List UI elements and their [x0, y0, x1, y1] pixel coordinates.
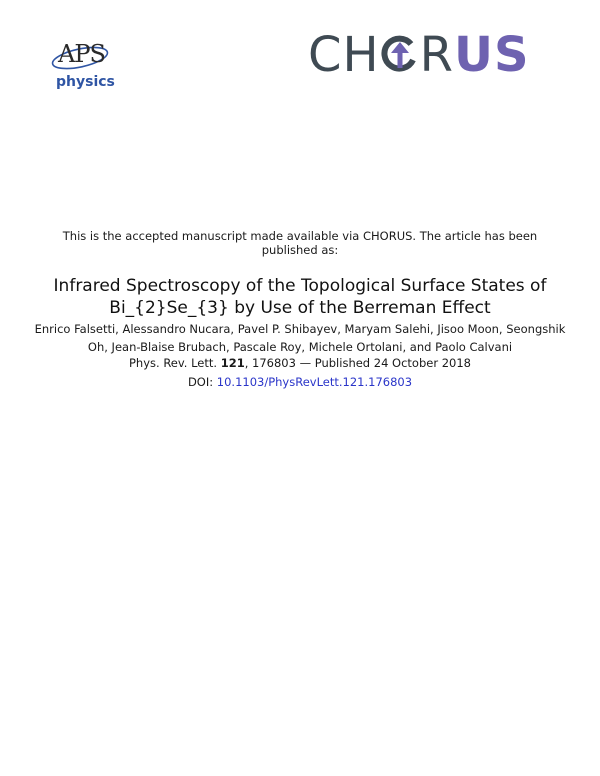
- manuscript-notice: This is the accepted manuscript made available via CHORUS. The article has been published as:: [62, 229, 538, 257]
- citation-details: , 176803 — Published 24 October 2018: [244, 356, 471, 370]
- article-citation: [40, 356, 560, 370]
- article-doi: [40, 375, 560, 389]
- doi-link[interactable]: 10.1103/PhysRevLett.121.176803: [216, 375, 413, 389]
- journal-name: Phys. Rev. Lett.: [128, 356, 221, 370]
- journal-volume: 121: [220, 356, 245, 370]
- article-authors: Enrico Falsetti, Alessandro Nucara, Pavel P. Shibayev, Maryam Salehi, Jisoo Moon, Seongshik Oh, Jean-Blaise Brubach, Pascale Roy, Michele Ortolani, and Paolo Calvani: [34, 322, 566, 354]
- article-title: Infrared Spectroscopy of the Topological Surface States of Bi_{2}Se_{3} by Use of the Berreman Effect: [53, 276, 547, 318]
- chorus-logo-ch: CH: [308, 27, 380, 83]
- doi-label: DOI:: [187, 375, 217, 389]
- chorus-logo: [308, 27, 530, 83]
- chorus-logo-r: R: [419, 27, 454, 83]
- chorus-logo-us: US: [453, 27, 530, 83]
- physics-logo-text: physics: [56, 74, 115, 90]
- aps-physics-logo: [50, 40, 120, 96]
- chorus-o-arrow-icon: [380, 30, 420, 80]
- aps-logo-text: APS: [58, 40, 105, 68]
